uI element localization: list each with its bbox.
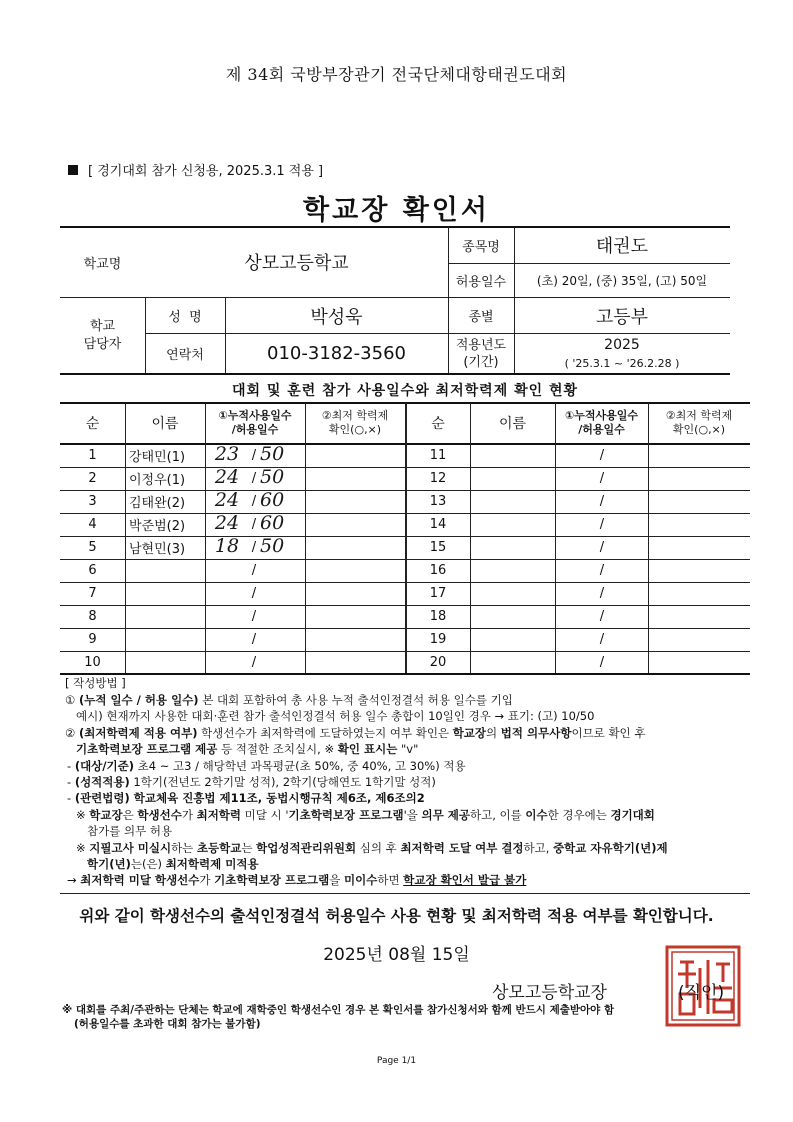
header-minimum-grade: ②최저 학력제 확인(○,×) — [321, 409, 389, 436]
contact-value: 010-3182-3560 — [267, 343, 406, 364]
athlete-name — [129, 560, 205, 581]
footnote — [62, 1003, 614, 1031]
event-name: 태권도 — [595, 236, 649, 257]
athlete-name: 김태완(2) — [129, 496, 186, 511]
method-line: 예시) 현재까지 사용한 대회·훈련 참가 출석인정결석 허용 일수 총합이 10일인 경우 → 표기: (고) 10/50 — [76, 709, 595, 724]
row-number: 11 — [429, 448, 447, 463]
contact-label: 연락처 — [166, 348, 204, 363]
method-line: - (대상/기준) 초4 ~ 고3 / 해당학년 과목평균(초 50%, 중 40%, 고 30%) 적용 — [67, 758, 466, 773]
athlete-name: 박준범(2) — [129, 519, 186, 534]
status-col-divider — [305, 403, 306, 673]
athlete-name — [129, 629, 205, 650]
method-line: ② (최저학력제 적용 여부) 학생선수가 최저학력에 도달하였는지 여부 확인은 학교장의 법적 의무사항이므로 확인 후 — [65, 725, 646, 740]
allowed-days-label: 허용일수 — [455, 275, 507, 290]
row-number: 18 — [429, 609, 447, 624]
status-col-divider — [125, 403, 126, 673]
allowed-days — [260, 650, 300, 671]
row-number: 5 — [88, 540, 97, 555]
athlete-name: 강태민(1) — [129, 450, 186, 465]
row-number: 1 — [88, 448, 97, 463]
days-slash: / — [251, 448, 257, 463]
row-number: 10 — [84, 655, 101, 670]
header-days: ①누적사용일수 /허용일수 — [564, 409, 639, 436]
header-no: 순 — [431, 416, 445, 432]
method-line: ※ 학교장은 학생선수가 최저학력 미달 시 '기초학력보장 프로그램'을 의무 제공하고, 이를 이수한 경우에는 경기대회 — [76, 807, 655, 822]
issue-date: 2025년 08월 15일 — [323, 945, 470, 965]
days-slash: / — [599, 586, 605, 601]
method-line: → 최저학력 미달 학생선수가 기초학력보장 프로그램을 미이수하면 학교장 확인서 발급 불가 — [67, 873, 527, 888]
method-line: 기초학력보장 프로그램 제공 등 적절한 조치실시, ※ 확인 표시는 "v" — [76, 742, 419, 757]
row-number: 3 — [88, 494, 97, 509]
athlete-name — [129, 606, 205, 627]
days-slash: / — [251, 632, 257, 647]
allowed-days — [260, 627, 300, 648]
used-days — [208, 558, 246, 579]
used-days — [208, 604, 246, 625]
principal-signature: 상모고등학교장 — [492, 983, 607, 1003]
allowed-days: 50 — [260, 442, 285, 465]
days-slash: / — [599, 609, 605, 624]
row-number: 12 — [429, 471, 447, 486]
days-slash: / — [599, 471, 605, 486]
status-col-divider — [205, 403, 206, 673]
status-col-divider — [555, 403, 556, 673]
days-slash: / — [251, 540, 257, 555]
used-days: 23 — [214, 442, 240, 465]
name-label: 성 명 — [168, 310, 202, 325]
header-name: 이름 — [498, 416, 527, 432]
row-number: 8 — [88, 609, 97, 624]
method-line: - (관련법령) 학교체육 진흥법 제11조, 동법시행규칙 제6조, 제6조의2 — [67, 791, 425, 806]
used-days: 24 — [214, 511, 240, 534]
row-number: 9 — [88, 632, 97, 647]
days-slash: / — [599, 448, 605, 463]
row-number: 14 — [429, 517, 447, 532]
info-table-bottom-border — [60, 373, 730, 375]
allowed-days: 60 — [260, 488, 285, 511]
row-number: 13 — [429, 494, 447, 509]
athlete-name — [129, 583, 205, 604]
row-number: 7 — [88, 586, 97, 601]
days-slash: / — [251, 655, 257, 670]
method-line: 학기(년)는(은) 최저학력제 미적용 — [87, 857, 259, 872]
days-slash: / — [599, 563, 605, 578]
row-number: 20 — [429, 655, 447, 670]
days-slash: / — [599, 632, 605, 647]
days-slash: / — [251, 471, 257, 486]
row-number: 17 — [429, 586, 447, 601]
page-number: Page 1/1 — [376, 1056, 417, 1066]
status-col-divider — [470, 403, 471, 673]
event-label: 종목명 — [462, 239, 500, 255]
footnote-line: (허용일수를 초과한 대회 참가는 불가함) — [74, 1018, 261, 1030]
row-number: 15 — [429, 540, 447, 555]
used-days — [208, 627, 246, 648]
status-table-bottom-border — [60, 673, 750, 675]
used-days — [208, 650, 246, 671]
method-title: [ 작성방법 ] — [65, 676, 126, 690]
header-days: ①누적사용일수 /허용일수 — [218, 409, 292, 436]
year-value: 2025 — [604, 337, 640, 353]
athlete-name: 이정우(1) — [129, 473, 186, 488]
allowed-days-value: (초) 20일, (중) 35일, (고) 50일 — [536, 274, 708, 288]
days-slash: / — [251, 609, 257, 624]
row-number: 16 — [429, 563, 447, 578]
used-days: 24 — [214, 488, 240, 511]
manager-name: 박성욱 — [310, 306, 363, 328]
row-number: 2 — [88, 471, 97, 486]
days-slash: / — [251, 494, 257, 509]
method-line: 참가를 의무 허용 — [87, 824, 173, 839]
used-days — [208, 581, 246, 602]
allowed-days: 50 — [260, 534, 285, 557]
allowed-days — [260, 581, 300, 602]
school-name: 상모고등학교 — [244, 253, 349, 274]
method-line: ※ 지필고사 미실시하는 초등학교는 학업성적관리위원회 심의 후 최저학력 도달 여부 결정하고, 중학교 자유학기(년)제 — [76, 840, 668, 855]
year-period: ( '25.3.1 ~ '26.2.28 ) — [564, 357, 680, 370]
athlete-name: 남현민(3) — [129, 542, 186, 557]
form-note-text: [ 경기대회 참가 신청용, 2025.3.1 적용 ] — [88, 164, 324, 179]
days-slash: / — [251, 563, 257, 578]
method-instructions — [65, 692, 755, 889]
confirmation-statement: 위와 같이 학생선수의 출석인정결석 허용일수 사용 현황 및 최저학력 적용 여부를 확인합니다. — [79, 907, 714, 925]
document-title: 학교장 확인서 — [303, 195, 490, 226]
days-slash: / — [599, 517, 605, 532]
status-section-title: 대회 및 훈련 참가 사용일수와 최저학력제 확인 현황 — [231, 383, 579, 399]
school-label: 학교명 — [83, 256, 122, 272]
year-label: 적용년도 (기간) — [455, 337, 507, 370]
division-value: 고등부 — [595, 306, 649, 328]
event-title: 제 34회 국방부장관기 전국단체대항태권도대회 — [225, 65, 568, 84]
method-line: ① (누적 일수 / 허용 일수) 본 대회 포함하여 총 사용 누적 출석인정결석 허용 일수를 기입 — [65, 693, 513, 707]
days-slash: / — [251, 586, 257, 601]
method-bottom-border — [60, 893, 750, 894]
days-slash: / — [599, 655, 605, 670]
row-number: 4 — [88, 517, 97, 532]
allowed-days — [260, 604, 300, 625]
days-slash: / — [599, 540, 605, 555]
form-note — [68, 160, 323, 179]
row-number: 19 — [429, 632, 447, 647]
bullet-square-icon — [68, 165, 78, 175]
athlete-name — [129, 652, 205, 673]
row-number: 6 — [88, 563, 97, 578]
days-slash: / — [251, 517, 257, 532]
header-no: 순 — [85, 416, 100, 432]
footnote-line: ※ 대회를 주최/주관하는 단체는 학교에 재학중인 학생선수인 경우 본 확인서를 참가신청서와 함께 반드시 제출받아야 함 — [62, 1004, 615, 1016]
seal-label: (직인) — [678, 983, 725, 1003]
header-minimum-grade: ②최저 학력제 확인(○,×) — [665, 409, 733, 436]
header-name: 이름 — [151, 416, 179, 432]
manager-label: 학교 담당자 — [83, 318, 122, 352]
allowed-days: 50 — [260, 465, 285, 488]
status-col-divider — [648, 403, 649, 673]
used-days: 18 — [214, 534, 240, 557]
division-label: 종별 — [468, 310, 494, 325]
allowed-days — [260, 558, 300, 579]
days-slash: / — [599, 494, 605, 509]
allowed-days: 60 — [260, 511, 285, 534]
method-line: - (성적적용) 1학기(전년도 2학기말 성적), 2학기(당해연도 1학기말 성적) — [67, 775, 436, 790]
used-days: 24 — [214, 465, 240, 488]
